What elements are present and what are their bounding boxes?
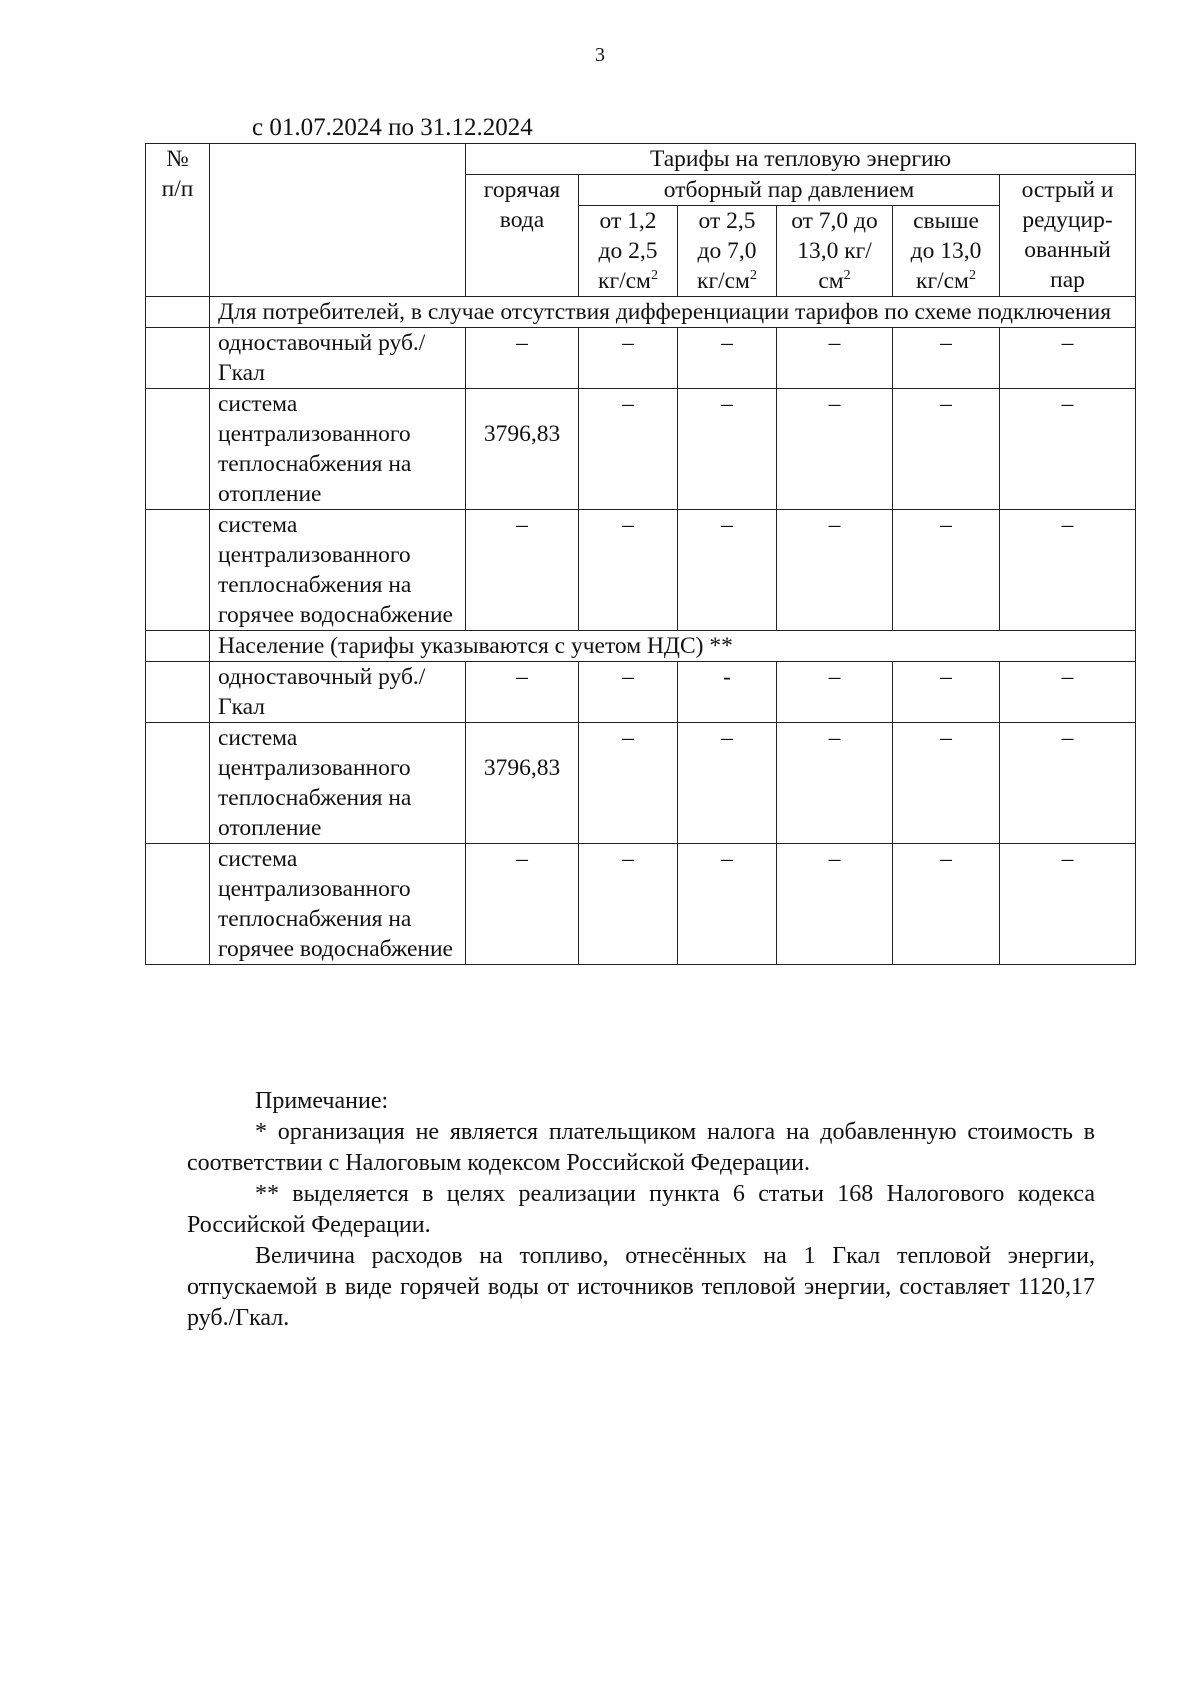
table-row xyxy=(146,510,1136,631)
notes-title: Примечание: xyxy=(255,1088,389,1114)
value-cell: – xyxy=(678,510,777,631)
value-cell: – xyxy=(777,328,893,389)
num-cell xyxy=(146,510,210,631)
value-cell: – xyxy=(1000,510,1136,631)
value-cell: – xyxy=(1000,723,1136,844)
header-pressure-1: от 1,2 до 2,5 $кг/см^2$ xyxy=(579,206,678,297)
num-cell xyxy=(146,389,210,510)
value-cell: – xyxy=(678,844,777,965)
header-pressure-2: от 2,5 до 7,0 $кг/см^2$ xyxy=(678,206,777,297)
value-cell: – xyxy=(893,389,1000,510)
value-cell: – xyxy=(777,510,893,631)
value-cell: 3796,83 xyxy=(466,389,579,510)
value-cell: – xyxy=(777,723,893,844)
value-cell: – xyxy=(1000,844,1136,965)
note-2: ** выделяется в целях реализации пункта 6 статьи 168 Налогового кодекса Российской Федерации. xyxy=(187,1181,1095,1238)
section-title: Для потребителей, в случае отсутствия дифференциации тарифов по схеме подключения xyxy=(210,297,1136,328)
row-label: система централизованного теплоснабжения на отопление xyxy=(210,723,466,844)
row-label: система централизованного теплоснабжения на горячее водоснабжение xyxy=(210,510,466,631)
table-row xyxy=(146,328,1136,389)
header-pressure-4: свыше до 13,0 $кг/см^2$ xyxy=(893,206,1000,297)
value-cell: – xyxy=(893,510,1000,631)
row-label: одноставочный руб./Гкал xyxy=(210,662,466,723)
value-cell: – xyxy=(579,389,678,510)
period-heading: с 01.07.2024 по 31.12.2024 xyxy=(252,114,533,141)
value-cell: – xyxy=(678,328,777,389)
value-cell: – xyxy=(579,662,678,723)
notes-block xyxy=(187,1086,1095,1334)
value-cell: – xyxy=(777,389,893,510)
value-cell: - xyxy=(678,662,777,723)
tariff-table xyxy=(145,143,1136,965)
value-cell: – xyxy=(579,510,678,631)
table-row xyxy=(146,723,1136,844)
header-row-1 xyxy=(146,144,1136,175)
section-row xyxy=(146,631,1136,662)
page-number: 3 xyxy=(595,44,605,66)
header-steam-group: отборный пар давлением xyxy=(579,175,1000,206)
section-row xyxy=(146,297,1136,328)
value-cell: – xyxy=(893,328,1000,389)
num-cell xyxy=(146,297,210,328)
header-num: № п/п xyxy=(146,144,210,297)
row-label: система централизованного теплоснабжения на отопление xyxy=(210,389,466,510)
num-cell xyxy=(146,723,210,844)
value-cell: 3796,83 xyxy=(466,723,579,844)
value-cell: – xyxy=(579,328,678,389)
value-cell: – xyxy=(777,662,893,723)
value-cell: – xyxy=(579,844,678,965)
value-cell: – xyxy=(1000,389,1136,510)
value-cell: – xyxy=(678,389,777,510)
note-3: Величина расходов на топливо, отнесённых на 1 Гкал тепловой энергии, отпускаемой в виде горячей воды от источников тепловой энергии, составляет 1120,17 руб./Гкал. xyxy=(187,1243,1095,1331)
num-cell xyxy=(146,631,210,662)
value-cell: – xyxy=(678,723,777,844)
value-cell: – xyxy=(893,723,1000,844)
header-tariff-group: Тарифы на тепловую энергию xyxy=(466,144,1136,175)
row-label: система централизованного теплоснабжения на горячее водоснабжение xyxy=(210,844,466,965)
value-cell: – xyxy=(466,662,579,723)
value-cell: – xyxy=(1000,662,1136,723)
table-row xyxy=(146,844,1136,965)
value-cell: – xyxy=(777,844,893,965)
value-cell: – xyxy=(893,662,1000,723)
num-cell xyxy=(146,662,210,723)
value-cell: – xyxy=(466,510,579,631)
value-cell: – xyxy=(893,844,1000,965)
header-empty xyxy=(210,144,466,297)
value-cell: – xyxy=(466,844,579,965)
section-title: Население (тарифы указываются с учетом НДС) ** xyxy=(210,631,1136,662)
value-cell: – xyxy=(1000,328,1136,389)
header-pressure-3: от 7,0 до 13,0 $кг/см^2$ xyxy=(777,206,893,297)
table-row xyxy=(146,662,1136,723)
row-label: одноставочный руб./Гкал xyxy=(210,328,466,389)
table-row xyxy=(146,389,1136,510)
header-sharp-steam: острый и редуцир-ованный пар xyxy=(1000,175,1136,297)
num-cell xyxy=(146,328,210,389)
value-cell: – xyxy=(466,328,579,389)
header-hot-water: горячая вода xyxy=(466,175,579,297)
value-cell: – xyxy=(579,723,678,844)
num-cell xyxy=(146,844,210,965)
note-1: * организация не является плательщиком налога на добавленную стоимость в соответствии с Налоговым кодексом Российской Федерации. xyxy=(187,1119,1095,1176)
